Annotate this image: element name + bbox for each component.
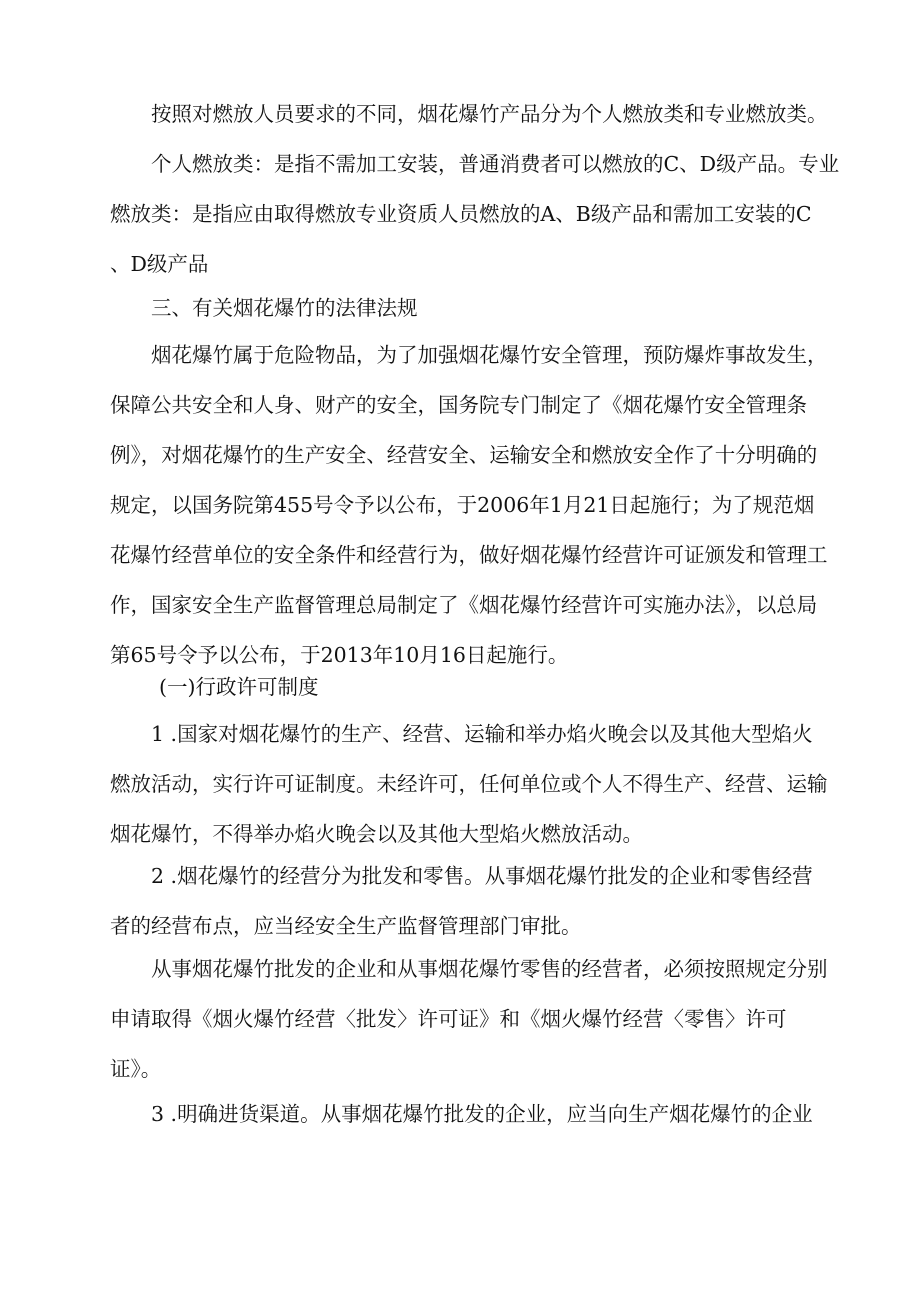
heading-text: 三、有关烟花爆竹的法律法规: [151, 296, 418, 320]
text-line: 规定，以国务院第455号令予以公布，于2006年1月21日起施行；为了规范烟: [110, 493, 815, 517]
text-line: 保障公共安全和人身、财产的安全，国务院专门制定了《烟花爆竹安全管理条: [110, 393, 807, 417]
paragraph-item-3: [110, 1089, 820, 1139]
text-line: 2 .烟花爆竹的经营分为批发和零售。从事烟花爆竹批发的企业和零售经营: [151, 864, 813, 888]
subsection-heading-administrative-license: [159, 662, 319, 712]
text-line: 证》。: [110, 1057, 162, 1081]
text-line: 者的经营布点，应当经安全生产监督管理部门审批。: [110, 914, 582, 938]
text-line: 1 .国家对烟花爆竹的生产、经营、运输和举办焰火晚会以及其他大型焰火: [151, 722, 813, 746]
paragraph-firework-classification: [110, 89, 828, 139]
section-heading-laws: [151, 283, 418, 333]
text-line: 燃放活动，实行许可证制度。未经许可，任何单位或个人不得生产、经营、运输: [110, 772, 828, 796]
text-line: 按照对燃放人员要求的不同，烟花爆竹产品分为个人燃放类和专业燃放类。: [151, 102, 828, 126]
text-line: 烟花爆竹，不得举办焰火晚会以及其他大型焰火燃放活动。: [110, 822, 643, 846]
text-line: 个人燃放类：是指不需加工安装，普通消费者可以燃放的C、D级产品。专业: [151, 152, 840, 176]
text-line: 第65号令予以公布，于2013年10月16日起施行。: [110, 643, 569, 667]
paragraph-regulations: [110, 330, 828, 680]
text-line: 燃放类：是指应由取得燃放专业资质人员燃放的A、B级产品和需加工安装的C: [110, 202, 812, 226]
text-line: 烟花爆竹属于危险物品，为了加强烟花爆竹安全管理，预防爆炸事故发生，: [151, 343, 828, 367]
paragraph-item-1: [110, 709, 828, 859]
paragraph-license-application: [110, 944, 828, 1094]
text-line: 从事烟花爆竹批发的企业和从事烟花爆竹零售的经营者，必须按照规定分别: [151, 957, 828, 981]
text-line: 申请取得《烟火爆竹经营〈批发〉许可证》和《烟火爆竹经营〈零售〉许可: [110, 1007, 787, 1031]
text-line: 作，国家安全生产监督管理总局制定了《烟花爆竹经营许可实施办法》，以总局: [110, 593, 818, 617]
text-line: 例》，对烟花爆竹的生产安全、经营安全、运输安全和燃放安全作了十分明确的: [110, 443, 818, 467]
text-line: 花爆竹经营单位的安全条件和经营行为，做好烟花爆竹经营许可证颁发和管理工: [110, 543, 828, 567]
heading-text: (一)行政许可制度: [159, 675, 319, 699]
text-line: 3 .明确进货渠道。从事烟花爆竹批发的企业，应当向生产烟花爆竹的企业: [151, 1102, 813, 1126]
paragraph-item-2: [110, 851, 820, 951]
text-line: 、D级产品: [110, 252, 209, 276]
paragraph-personal-professional-types: [110, 139, 840, 289]
